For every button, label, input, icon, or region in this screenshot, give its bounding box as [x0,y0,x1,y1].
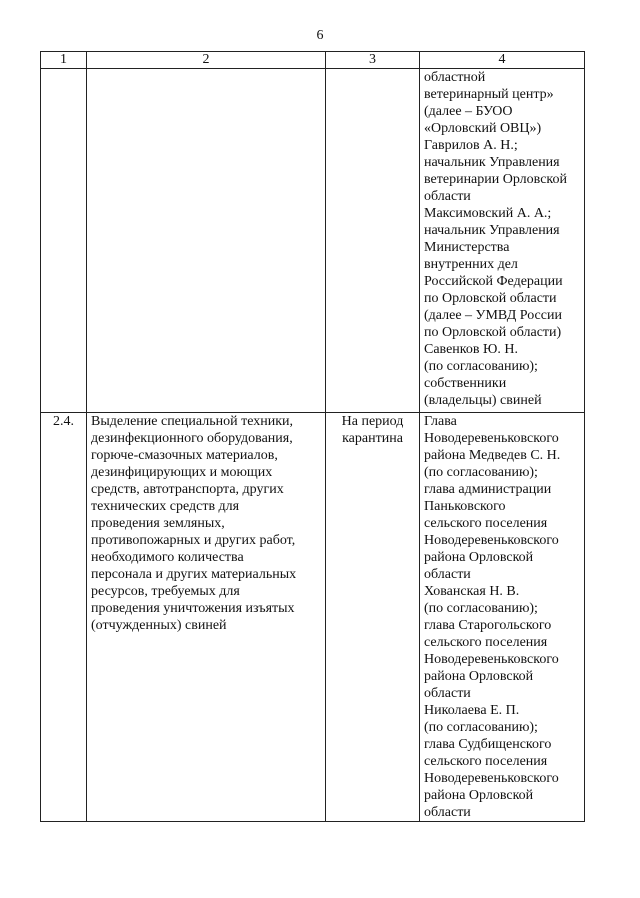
text-line: Максимовский А. А.; [424,206,552,221]
text-line: области [424,189,471,204]
text-line: персонала и других материальных [91,567,297,582]
text-line: начальник Управления [424,223,560,238]
text-line: области [424,567,471,582]
text-line: Хованская Н. В. [424,584,520,599]
plan-table [40,51,585,822]
text-line: проведения уничтожения изъятых [91,601,295,616]
item-number-cell: 2.4. [41,413,87,822]
text-line: ресурсов, требуемых для [91,584,240,599]
table-row [41,69,585,413]
measure-cell [87,69,326,413]
header-cell-period: 3 [326,52,420,69]
text-line: сельского поселения [424,516,548,531]
text-line: (далее – УМВД России [424,308,562,323]
text-line: (по согласованию); [424,359,538,374]
text-line: технических средств для [91,499,240,514]
text-line: (отчужденных) свиней [91,618,227,633]
text-line: по Орловской области) [424,325,562,340]
text-line: Министерства [424,240,510,255]
text-line: сельского поселения [424,754,548,769]
text-line: необходимого количества [91,550,244,565]
text-line: сельского поселения [424,635,548,650]
period-cell [326,413,420,822]
header-cell-measure: 2 [87,52,326,69]
text-line: (по согласованию); [424,601,538,616]
text-line: Новодеревеньковского [424,771,559,786]
text-line: Новодеревеньковского [424,652,559,667]
text-line: Новодеревеньковского [424,533,559,548]
text-line: начальник Управления [424,155,560,170]
text-line: Гаврилов А. Н.; [424,138,518,153]
text-line: Николаева Е. П. [424,703,520,718]
responsible-cell [420,413,585,822]
text-line: района Орловской [424,788,534,803]
text-line: района Орловской [424,550,534,565]
text-line: Новодеревеньковского [424,431,559,446]
period-cell [326,69,420,413]
text-line: района Орловской [424,669,534,684]
text-line: Савенков Ю. Н. [424,342,518,357]
page-number: 6 [316,28,324,43]
text-line: областной [424,70,486,85]
item-number-cell [41,69,87,413]
text-line: области [424,805,471,820]
text-line: глава Судбищенского [424,737,552,752]
header-row [41,52,585,69]
text-line: ветеринарии Орловской [424,172,567,187]
text-line: (владельцы) свиней [424,393,542,408]
responsible-cell [420,69,585,413]
text-line: Паньковского [424,499,506,514]
text-line: глава администрации [424,482,552,497]
text-line: собственники [424,376,507,391]
text-line: дезинфекционного оборудования, [91,431,293,446]
text-line: Выделение специальной техники, [91,414,294,429]
text-line: проведения земляных, [91,516,225,531]
measure-cell [87,413,326,822]
text-line: «Орловский ОВЦ») [424,121,542,136]
text-line: Российской Федерации [424,274,563,289]
text-line: глава Старогольского [424,618,552,633]
text-line: района Медведев С. Н. [424,448,561,463]
text-line: (далее – БУОО [424,104,513,119]
text-line: ветеринарный центр» [424,87,554,102]
text-line: дезинфицирующих и моющих [91,465,273,480]
text-line: горюче-смазочных материалов, [91,448,278,463]
text-line: противопожарных и других работ, [91,533,296,548]
header-cell-number: 1 [41,52,87,69]
text-line: внутренних дел [424,257,518,272]
text-line: области [424,686,471,701]
header-cell-responsible: 4 [420,52,585,69]
text-line: по Орловской области [424,291,557,306]
text-line: Глава [424,414,457,429]
table-row [41,413,585,822]
text-line: (по согласованию); [424,720,538,735]
text-line: средств, автотранспорта, других [91,482,284,497]
text-line: (по согласованию); [424,465,538,480]
text-line: карантина [342,431,403,446]
text-line: На период [341,414,404,429]
